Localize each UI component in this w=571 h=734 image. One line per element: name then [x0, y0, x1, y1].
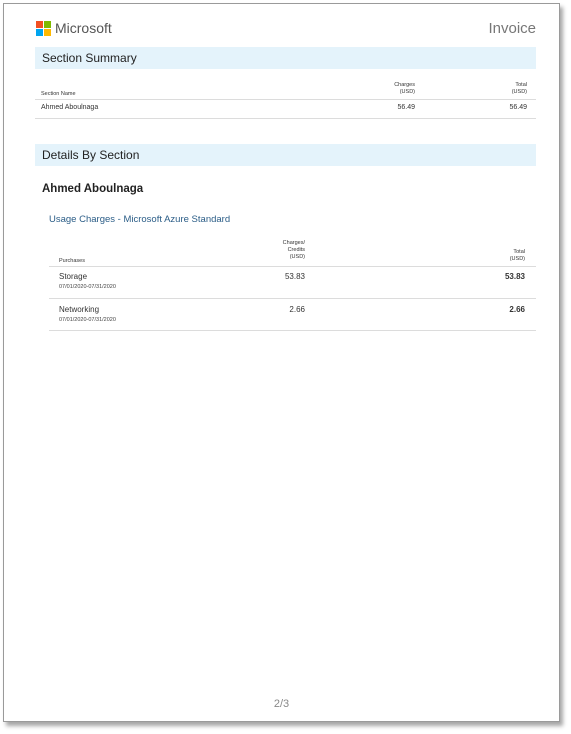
details-header-rule [49, 266, 536, 267]
details-row-networking [59, 305, 116, 323]
microsoft-logo [36, 20, 112, 36]
purchase-name: Networking [59, 305, 100, 314]
networking-charges: 2.66 [289, 305, 305, 314]
details-col-charges: Charges/ Credits (USD) [282, 240, 305, 260]
summary-col-section-name: Section Name [41, 91, 76, 97]
details-col-total: Total (USD) [509, 249, 525, 262]
usage-charges-title: Usage Charges - Microsoft Azure Standard [49, 214, 231, 225]
invoice-header [36, 18, 536, 42]
details-row-storage [59, 272, 116, 290]
summary-row-rule [35, 118, 536, 119]
networking-total: 2.66 [509, 305, 525, 314]
details-section-header: Details By Section [35, 144, 536, 166]
page-number: 2/3 [273, 698, 290, 710]
details-col-purchases: Purchases [59, 258, 85, 264]
brand-name: Microsoft [55, 20, 112, 36]
summary-col-charges: Charges (USD) [394, 82, 415, 95]
person-name: Ahmed Aboulnaga [42, 183, 144, 195]
details-row-rule-2 [49, 330, 536, 331]
purchase-name: Storage [59, 272, 88, 281]
storage-charges: 53.83 [284, 272, 305, 281]
purchase-period: 07/01/2020-07/31/2020 [59, 317, 116, 323]
storage-total: 53.83 [504, 272, 525, 281]
section-summary-header: Section Summary [35, 47, 536, 69]
summary-col-total: Total (USD) [511, 82, 527, 95]
invoice-page [3, 3, 560, 722]
summary-row-total: 56.49 [509, 104, 527, 111]
purchase-period: 07/01/2020-07/31/2020 [59, 284, 116, 290]
details-row-rule-1 [49, 298, 536, 299]
microsoft-logo-icon [36, 21, 51, 36]
summary-row-name: Ahmed Aboulnaga [41, 104, 99, 111]
summary-row-charges: 56.49 [397, 104, 415, 111]
invoice-title: Invoice [488, 20, 536, 37]
summary-header-rule [35, 99, 536, 100]
